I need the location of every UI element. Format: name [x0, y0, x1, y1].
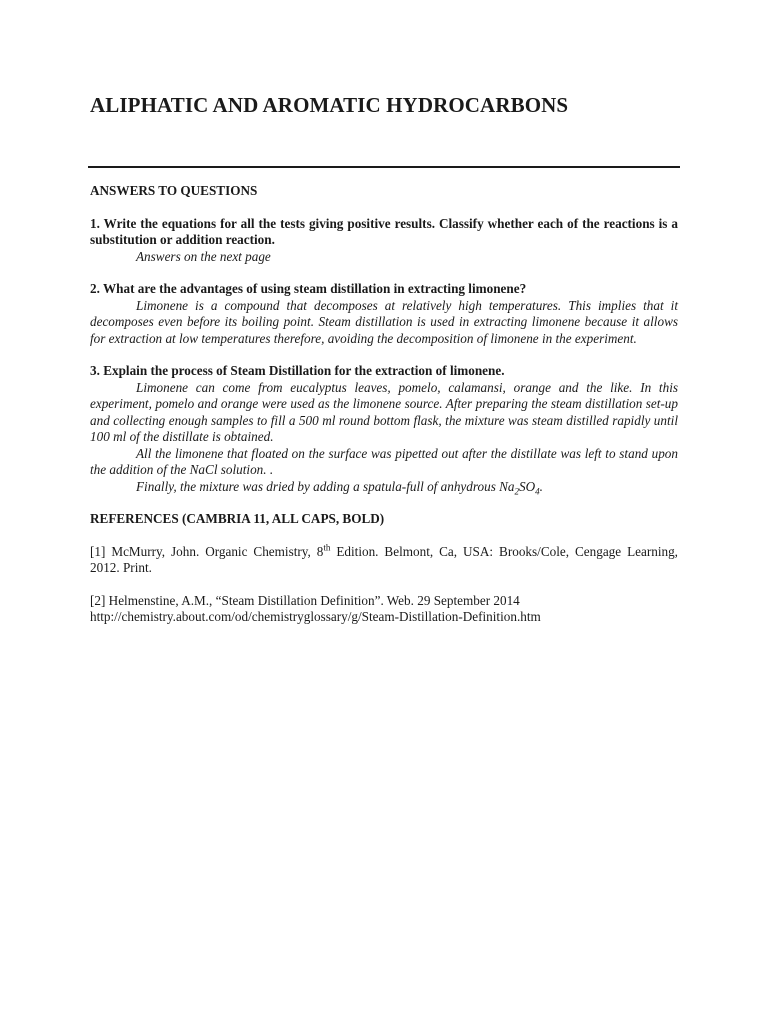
answer-3-text: Finally, the mixture was dried by adding a spatula-full of anhydrous Na	[136, 478, 515, 494]
subscript-4: 4	[535, 486, 540, 497]
answer-3-paragraph-3	[90, 479, 678, 496]
reference-1-rest: Edition. Belmont, Ca, USA: Brooks/Cole, Cengage Learning, 2012. Print.	[90, 543, 678, 575]
answer-3-paragraph-2: All the limonene that floated on the surface was pipetted out after the distillate was left to stand upon the addition of the NaCl solution. .	[90, 445, 678, 477]
reference-2-url[interactable]: http://chemistry.about.com/od/chemistryglossary/g/Steam-Distillation-Definition.htm	[90, 609, 541, 624]
answer-3-formula: SO	[519, 478, 536, 494]
reference-1	[90, 544, 678, 577]
answer-1: Answers on the next page	[136, 248, 271, 264]
document-body	[90, 183, 678, 642]
document-title: ALIPHATIC AND AROMATIC HYDROCARBONS	[90, 93, 569, 117]
question-2: 2. What are the advantages of using steam distillation in extracting limonene?	[90, 281, 527, 296]
question-3: 3. Explain the process of Steam Distillation for the extraction of limonene.	[90, 363, 505, 378]
answers-heading: ANSWERS TO QUESTIONS	[90, 183, 258, 198]
reference-1-text: [1] McMurry, John. Organic Chemistry, 8	[90, 543, 324, 559]
reference-2-text: [2] Helmenstine, A.M., “Steam Distillation Definition”. Web. 29 September 2014	[90, 592, 520, 608]
question-block-1	[90, 216, 678, 266]
references-heading: REFERENCES (CAMBRIA 11, ALL CAPS, BOLD)	[90, 511, 385, 526]
question-1: 1. Write the equations for all the tests giving positive results. Classify whether each of the reactions is a substitution or addition reaction.	[90, 215, 678, 247]
answer-3-period: .	[539, 478, 543, 494]
title-divider	[88, 166, 680, 168]
reference-2	[90, 593, 678, 626]
question-block-2	[90, 281, 678, 347]
answer-2: Limonene is a compound that decomposes at relatively high temperatures. This implies that it decomposes even before its boiling point. Steam distillation is used in extracting limonene because it allows for extraction at low temperatures therefore, avoiding the decomposition of limonene in the experiment.	[90, 297, 678, 346]
answer-3-paragraph-1: Limonene can come from eucalyptus leaves, pomelo, calamansi, orange and the like. In this experiment, pomelo and orange were used as the limonene source. After preparing the steam distillation set-up and collecting enough samples to fill a 500 ml round bottom flask, the mixture was steam distilled rapidly until 100 ml of the distillate is obtained.	[90, 379, 678, 444]
subscript-2: 2	[514, 486, 520, 497]
question-block-3	[90, 363, 678, 495]
reference-1-superscript: th	[323, 542, 331, 553]
